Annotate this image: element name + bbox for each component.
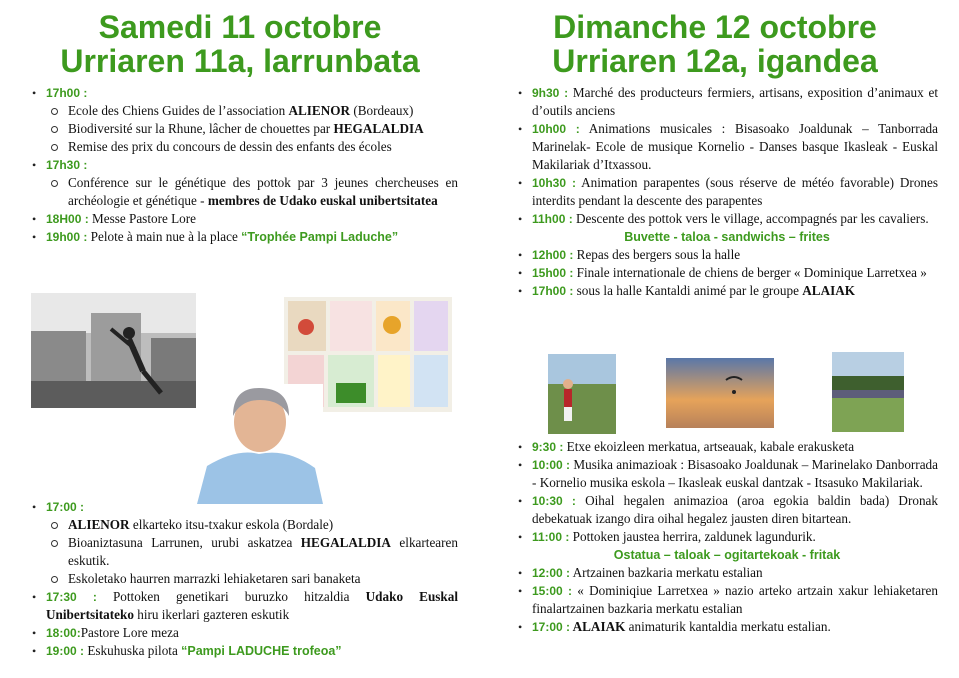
list-item: • 15h00 : Finale internationale de chiens de berger « Dominique Larretxea » [516, 264, 938, 282]
right-fr-program [516, 84, 938, 300]
list-item: • 17:00 : ALAIAK animaturik kantaldia merkatu estalian. [516, 618, 938, 636]
list-item: • 18:00:Pastore Lore meza [30, 624, 458, 642]
list-item: Biodiversité sur la Rhune, lâcher de chouettes par HEGALALDIA [30, 120, 458, 138]
left-fr-program [30, 84, 458, 246]
list-item: • 19h00 : Pelote à main nue à la place “Trophée Pampi Laduche” [30, 228, 458, 246]
list-item: • 17h00 : sous la halle Kantaldi animé par le groupe ALAIAK [516, 282, 938, 300]
portrait-photo [197, 384, 323, 504]
portrait-drawing [197, 384, 323, 504]
paraglider-photo [666, 358, 774, 428]
list-item: ALIENOR elkarteko itsu-txakur eskola (Bordale) [30, 516, 458, 534]
list-item: • 9:30 : Etxe ekoizleen merkatua, artseauak, kabale erakusketa [516, 438, 938, 456]
list-item: Eskoletako haurren marrazki lehiaketaren sari banaketa [30, 570, 458, 588]
list-item: • 10h00 : Animations musicales : Bisasoako Joaldunak – Tanborrada Marinelak- Ecole de musique Kornelio - Danses basque Ikasleak - Euskal Makilariak d’Itxassou. [516, 120, 938, 174]
ostatua-heading: Ostatua – taloak – ogitartekoak - fritak [613, 548, 841, 562]
right-title-line2: Urriaren 12a, igandea [552, 43, 878, 79]
list-item: • 17h30 : [30, 156, 458, 174]
list-item: Conférence sur le génétique des pottok par 3 jeunes chercheuses en archéologie et génétique - membres de Udako euskal unibertsitatea [30, 174, 458, 210]
right-eu-program [516, 438, 938, 636]
list-item: Bioaniztasuna Larrunen, urubi askatzea HEGALALDIA elkartearen eskutik. [30, 534, 458, 570]
list-item: • 17:00 : [30, 498, 458, 516]
list-item: • 17h00 : [30, 84, 458, 102]
list-item: • 10:00 : Musika animazioak : Bisasoako Joaldunak – Marinelako Danborrada - Kornelio musika eskola – Ikasleak euskal dantzak - Itsasuko Makilariak. [516, 456, 938, 492]
horse-rider-drawing [548, 354, 616, 434]
buvette-heading: Buvette - taloa - sandwichs – frites [624, 230, 830, 244]
list-item: • 12h00 : Repas des bergers sous la halle [516, 246, 938, 264]
list-item: • 11h00 : Descente des pottok vers le village, accompagnés par les cavaliers. [516, 210, 938, 228]
list-item: • 10:30 : Oihal hegalen animazioa (aroa egokia baldin bada) Dronak debekatuak izango dira oihal hegalez jausten diren bitartean. [516, 492, 938, 528]
paraglider-drawing [666, 358, 774, 428]
right-title-line1: Dimanche 12 octobre [553, 9, 877, 45]
right-title [500, 10, 930, 78]
list-item: • 19:00 : Eskuhuska pilota “Pampi LADUCHE trofeoa” [30, 642, 458, 660]
list-item: • 11:00 : Pottoken jaustea herrira, zaldunek lagundurik. [516, 528, 938, 546]
list-item: • 12:00 : Artzainen bazkaria merkatu estalian [516, 564, 938, 582]
list-item: Ecole des Chiens Guides de l’association ALIENOR (Bordeaux) [30, 102, 458, 120]
left-title-line1: Samedi 11 octobre [98, 9, 382, 45]
horse-rider-photo [548, 354, 616, 434]
left-title [20, 10, 460, 78]
left-title-line2: Urriaren 11a, larrunbata [60, 43, 420, 79]
list-item: • 15:00 : « Dominiqiue Larretxea » nazio arteko artzain xakur lehiaketaren finalartzainen bazkaria merkatu estalian [516, 582, 938, 618]
pelota-photo [31, 293, 196, 408]
left-eu-program [30, 498, 458, 660]
list-item: • 17:30 : Pottoken genetikari buruzko hitzaldia Udako Euskal Unibertsitateko hiru ikerlari gazteren eskutik [30, 588, 458, 624]
crowd-drawing [832, 352, 904, 432]
list-item: • 10h30 : Animation parapentes (sous réserve de météo favorable) Drones interdits pendant la descente des parapentes [516, 174, 938, 210]
crowd-photo [832, 352, 904, 432]
list-item: • 18H00 : Messe Pastore Lore [30, 210, 458, 228]
list-item: • 9h30 : Marché des producteurs fermiers, artisans, exposition d’animaux et d’outils anciens [516, 84, 938, 120]
pelota-photo-drawing [31, 293, 196, 408]
list-item: Remise des prix du concours de dessin des enfants des écoles [30, 138, 458, 156]
